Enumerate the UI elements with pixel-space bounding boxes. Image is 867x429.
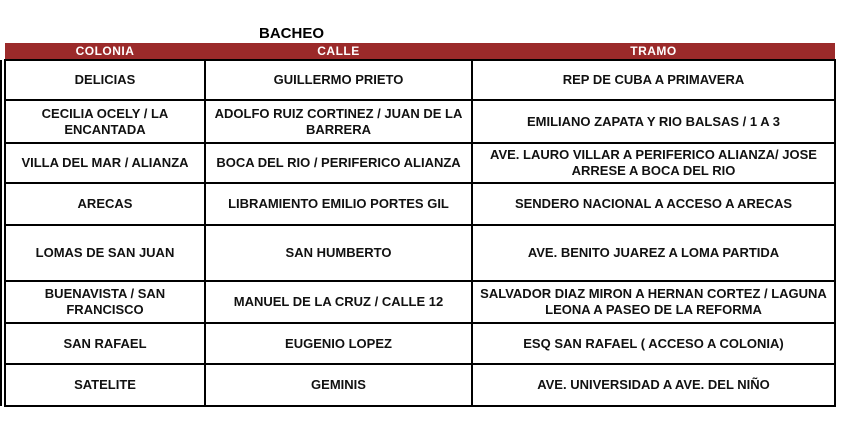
cell-tramo: SENDERO NACIONAL A ACCESO A ARECAS xyxy=(472,183,835,225)
table-row xyxy=(5,323,835,364)
cell-tramo: EMILIANO ZAPATA Y RIO BALSAS / 1 A 3 xyxy=(472,100,835,143)
cell-colonia: DELICIAS xyxy=(5,60,205,100)
cell-calle: GEMINIS xyxy=(205,364,472,406)
table-row xyxy=(5,183,835,225)
cell-colonia: LOMAS DE SAN JUAN xyxy=(5,225,205,281)
cell-calle: SAN HUMBERTO xyxy=(205,225,472,281)
sheet-title: BACHEO xyxy=(259,25,325,42)
table-row xyxy=(5,100,835,143)
table-row xyxy=(5,143,835,183)
cell-colonia: VILLA DEL MAR / ALIANZA xyxy=(5,143,205,183)
cell-calle: BOCA DEL RIO / PERIFERICO ALIANZA xyxy=(205,143,472,183)
cell-calle: MANUEL DE LA CRUZ / CALLE 12 xyxy=(205,281,472,323)
table-row xyxy=(5,60,835,100)
header-colonia: COLONIA xyxy=(5,43,205,60)
cell-colonia: ARECAS xyxy=(5,183,205,225)
cell-tramo: AVE. BENITO JUAREZ A LOMA PARTIDA xyxy=(472,225,835,281)
cell-tramo: REP DE CUBA A PRIMAVERA xyxy=(472,60,835,100)
cell-calle: GUILLERMO PRIETO xyxy=(205,60,472,100)
table-header xyxy=(5,43,835,60)
cell-colonia: SATELITE xyxy=(5,364,205,406)
cell-calle: EUGENIO LOPEZ xyxy=(205,323,472,364)
cell-tramo: AVE. UNIVERSIDAD A AVE. DEL NIÑO xyxy=(472,364,835,406)
cell-calle: LIBRAMIENTO EMILIO PORTES GIL xyxy=(205,183,472,225)
left-border-line xyxy=(0,60,2,406)
cell-calle: ADOLFO RUIZ CORTINEZ / JUAN DE LA BARRERA xyxy=(205,100,472,143)
cell-tramo: AVE. LAURO VILLAR A PERIFERICO ALIANZA/ JOSE ARRESE A BOCA DEL RIO xyxy=(472,143,835,183)
cell-colonia: CECILIA OCELY / LA ENCANTADA xyxy=(5,100,205,143)
table-row xyxy=(5,281,835,323)
header-calle: CALLE xyxy=(205,43,472,60)
table-row xyxy=(5,225,835,281)
table-row xyxy=(5,364,835,406)
cell-tramo: ESQ SAN RAFAEL ( ACCESO A COLONIA) xyxy=(472,323,835,364)
cell-colonia: SAN RAFAEL xyxy=(5,323,205,364)
bacheo-table xyxy=(4,43,836,407)
cell-colonia: BUENAVISTA / SAN FRANCISCO xyxy=(5,281,205,323)
header-tramo: TRAMO xyxy=(472,43,835,60)
cell-tramo: SALVADOR DIAZ MIRON A HERNAN CORTEZ / LAGUNA LEONA A PASEO DE LA REFORMA xyxy=(472,281,835,323)
